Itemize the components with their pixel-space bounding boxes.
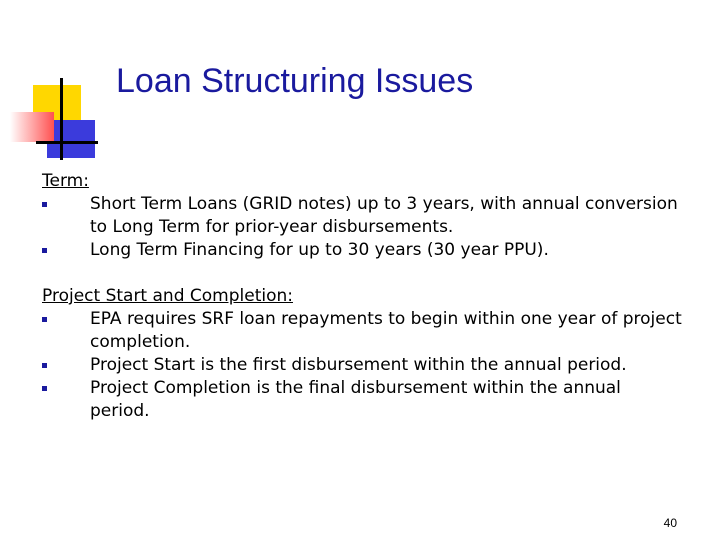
section-project-start-completion [42,285,682,423]
logo-vertical-line [60,78,63,160]
bullet-square-icon [42,202,47,207]
slide-title: Loan Structuring Issues [116,62,474,100]
section-term [42,170,682,262]
section-heading: Term: [42,171,89,191]
bullet-text: Project Completion is the final disbursement within the annual period. [90,378,621,421]
list-item [42,354,682,377]
bullet-square-icon [42,363,47,368]
bullet-square-icon [42,248,47,253]
logo-red-square [10,112,54,142]
list-item [42,308,682,354]
decorative-logo [0,0,110,170]
list-item [42,239,682,262]
logo-horizontal-line [36,141,98,144]
bullet-square-icon [42,317,47,322]
list-item [42,377,682,423]
bullet-square-icon [42,386,47,391]
bullet-text: Long Term Financing for up to 30 years (30 year PPU). [90,240,549,260]
page-number: 40 [663,516,677,530]
bullet-text: Project Start is the first disbursement within the annual period. [90,355,627,375]
bullet-text: Short Term Loans (GRID notes) up to 3 years, with annual conversion to Long Term for prior-year disbursements. [90,194,678,237]
section-heading: Project Start and Completion: [42,286,293,306]
bullet-text: EPA requires SRF loan repayments to begin within one year of project completion. [90,309,682,352]
slide-body [42,170,682,446]
list-item [42,193,682,239]
logo-blue-square [47,120,95,158]
